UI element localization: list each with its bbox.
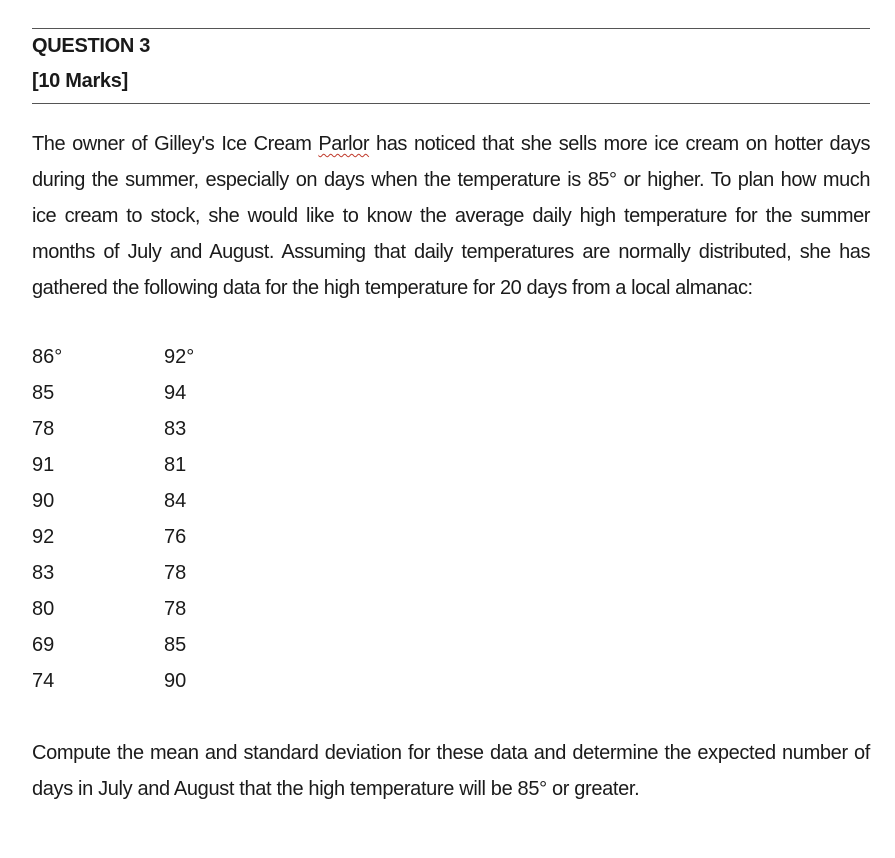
intro-text-start: The owner of Gilley's Ice Cream [32,133,319,155]
header-divider [32,103,870,104]
top-divider [32,28,870,29]
temperature-cell: 83 [32,561,55,584]
table-row [32,411,244,447]
temperature-cell: 94 [164,381,187,404]
table-row [32,339,244,375]
temperature-cell: 90 [32,489,55,512]
temperature-cell: 92° [164,345,195,368]
temperature-cell: 91 [32,453,55,476]
table-row [32,447,244,483]
table-row [32,375,244,411]
temperature-cell: 90 [164,669,187,692]
table-row [32,555,244,591]
temperature-cell: 78 [164,561,187,584]
question-marks: [10 Marks] [32,70,128,92]
question-intro [32,126,870,306]
spellcheck-flagged-word: Parlor [318,133,370,155]
temperature-cell: 78 [32,417,55,440]
table-row [32,627,244,663]
temperature-cell: 86° [32,345,63,368]
temperature-cell: 80 [32,597,55,620]
temperature-cell: 78 [164,597,187,620]
table-row [32,483,244,519]
temperature-cell: 76 [164,525,187,548]
table-row [32,591,244,627]
temperature-data-table [32,339,244,699]
question-title: QUESTION 3 [32,35,151,57]
temperature-cell: 81 [164,453,187,476]
temperature-cell: 83 [164,417,187,440]
table-row [32,663,244,699]
temperature-cell: 69 [32,633,55,656]
temperature-cell: 85 [164,633,187,656]
temperature-cell: 84 [164,489,187,512]
temperature-cell: 74 [32,669,55,692]
temperature-cell: 92 [32,525,55,548]
question-instruction: Compute the mean and standard deviation for these data and determine the expected number of days in July and August that the high temperature will be 85° or greater. [32,742,870,800]
table-row [32,519,244,555]
temperature-cell: 85 [32,381,55,404]
intro-text-end: has noticed that she sells more ice cream on hotter days during the summer, especially on days when the temperature is 85° or higher. To plan how much ice cream to stock, she would like to know the average daily high temperature for the summer months of July and August. Assuming that daily temperatures are normally distributed, she has gathered the following data for the high temperature for 20 days from a local almanac: [32,133,870,299]
